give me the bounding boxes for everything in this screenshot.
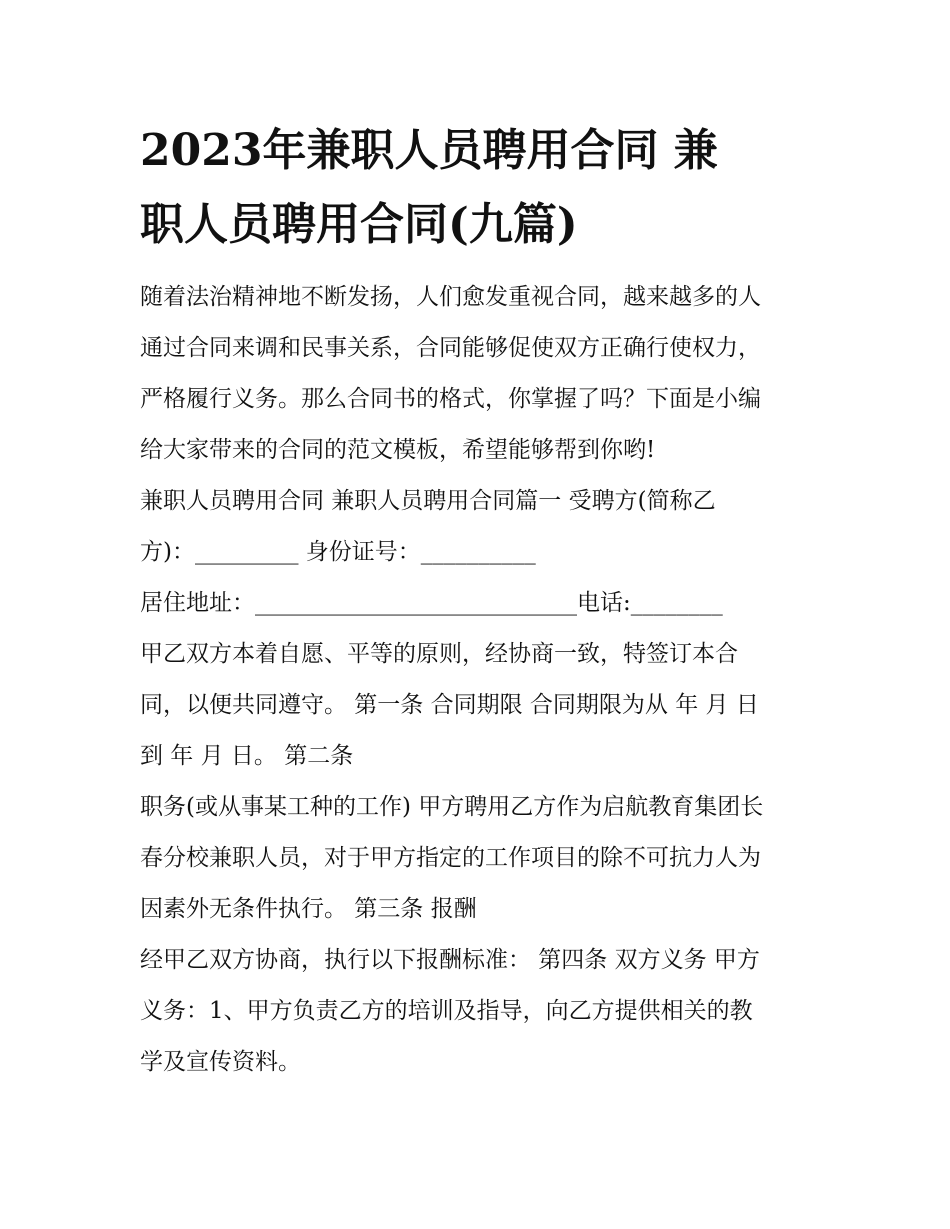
- body-line: 因素外无条件执行。 第三条 报酬: [140, 896, 477, 922]
- body-line: 通过合同来调和民事关系，合同能够促使双方正确行使权力，: [140, 335, 761, 361]
- body-line: 兼职人员聘用合同 兼职人员聘用合同篇一 受聘方(简称乙: [140, 488, 716, 514]
- title-line-1: 2023年兼职人员聘用合同 兼: [140, 125, 718, 176]
- body-line: 到 年 月 日。 第二条: [140, 743, 354, 769]
- body-line: 经甲乙双方协商，执行以下报酬标准： 第四条 双方义务 甲方: [140, 947, 760, 973]
- title-line-2: 职人员聘用合同(九篇): [140, 199, 578, 250]
- body-line: 居住地址：____________________________电话:________: [140, 590, 723, 616]
- body-line: 同，以便共同遵守。 第一条 合同期限 合同期限为从 年 月 日: [140, 692, 759, 718]
- body-line: 随着法治精神地不断发扬，人们愈发重视合同，越来越多的人: [140, 284, 761, 310]
- body-line: 义务：1、甲方负责乙方的培训及指导，向乙方提供相关的教: [140, 998, 753, 1024]
- body-line: 给大家带来的合同的范文模板，希望能够帮到你哟!: [140, 437, 656, 463]
- body-line: 甲乙双方本着自愿、平等的原则，经协商一致，特签订本合: [140, 641, 738, 667]
- document-body: [140, 272, 830, 1088]
- body-line: 职务(或从事某工种的工作) 甲方聘用乙方作为启航教育集团长: [140, 794, 764, 820]
- body-line: 春分校兼职人员，对于甲方指定的工作项目的除不可抗力人为: [140, 845, 761, 871]
- body-line: 严格履行义务。那么合同书的格式，你掌握了吗？下面是小编: [140, 386, 761, 412]
- document-title: [140, 114, 820, 262]
- body-line: 学及宣传资料。: [140, 1049, 301, 1075]
- body-line: 方)：_________ 身份证号：__________: [140, 539, 536, 565]
